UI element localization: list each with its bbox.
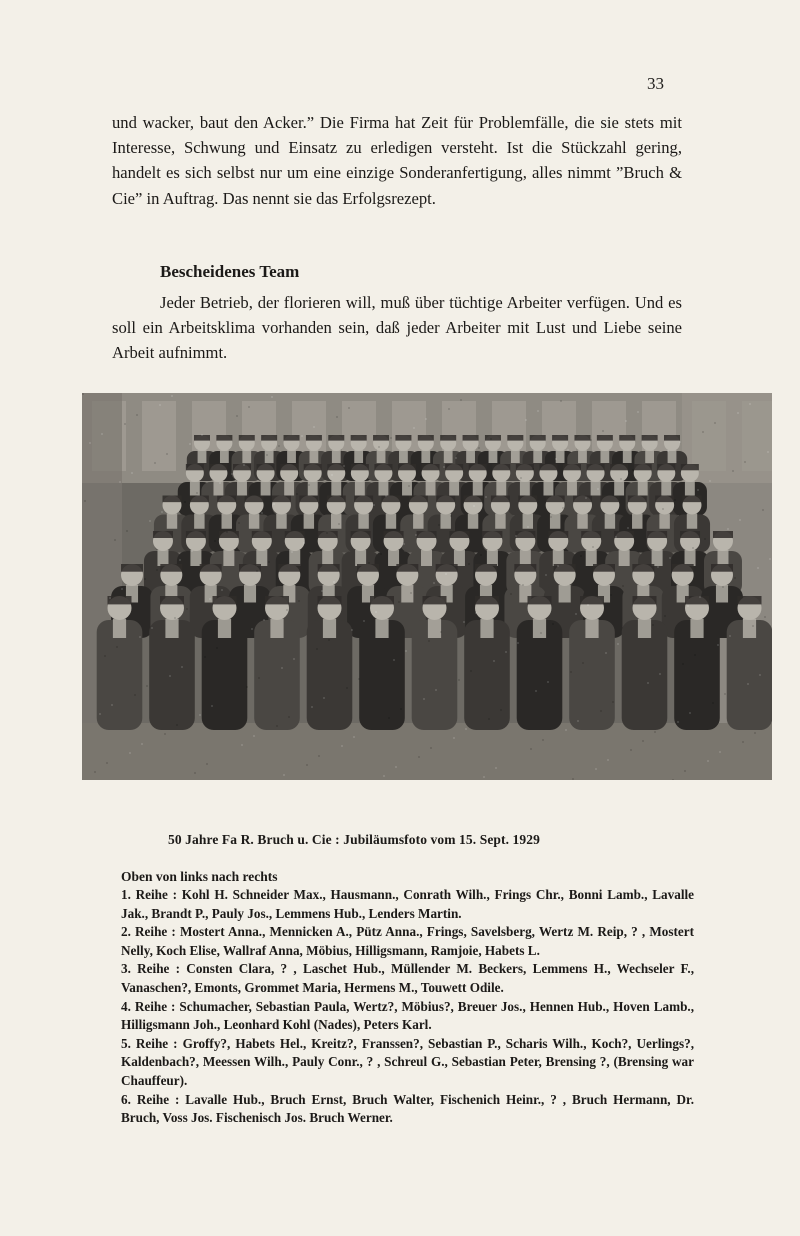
caption-row: 5. Reihe : Groffy?, Habets Hel., Kreitz?, Franssen?, Sebastian P., Scharis Wilh., Koch?, Uerlings?, Kaldenbach?, Meessen Wilh., Pauly Conr., ? , Schreul G., Sebastian Peter, Brensing ?, (Brensing war Chauffeur). bbox=[121, 1035, 694, 1088]
caption-row: 6. Reihe : Lavalle Hub., Bruch Ernst, Bruch Walter, Fischenich Heinr., ? , Bruch Hermann, Dr. Bruch, Voss Jos. Fischenisch Jos. Bruch Werner. bbox=[121, 1091, 694, 1126]
section-heading: Bescheidenes Team bbox=[160, 262, 300, 281]
body-paragraph-1 bbox=[112, 110, 682, 211]
caption-row: 3. Reihe : Consten Clara, ? , Laschet Hub., Müllender M. Beckers, Lemmens H., Wechseler F., Vanaschen?, Emonts, Grommet Maria, Hermens M., Touwett Odile. bbox=[121, 961, 694, 995]
page-number: 33 bbox=[647, 74, 664, 93]
group-photo-image bbox=[82, 393, 772, 780]
body-paragraph-2 bbox=[112, 290, 682, 366]
caption-subtitle: Oben von links nach rechts bbox=[121, 869, 278, 884]
caption-row: 4. Reihe : Schumacher, Sebastian Paula, Wertz?, Möbius?, Breuer Jos., Hennen Hub., Hoven Lamb., Hilligsmann Joh., Leonhard Kohl (Nades), Peters Karl. bbox=[121, 998, 694, 1033]
caption-row: 2. Reihe : Mostert Anna., Mennicken A., Pütz Anna., Frings, Savelsberg, Wertz M. Reip, ? , Mostert Nelly, Koch Elise, Wallraf Anna, Möbius, Hilligsmann, Ramjoie, Habets L. bbox=[121, 924, 694, 958]
caption-row: 1. Reihe : Kohl H. Schneider Max., Hausmann., Conrath Wilh., Frings Chr., Bonni Lamb., Lavalle Jak., Brandt P., Pauly Jos., Lemmens Hub., Lenders Martin. bbox=[121, 887, 694, 921]
paragraph-text: Jeder Betrieb, der florieren will, muß über tüchtige Arbeiter verfügen. Und es soll ein Arbeitsklima vorhanden sein, daß jeder Arbeiter mit Lust und Liebe seine Arbeit aufnimmt. bbox=[112, 293, 682, 363]
paragraph-text: und wacker, baut den Acker.” Die Firma hat Zeit für Problemfälle, die sie stets mit Interesse, Schwung und Einsatz zu erledigen versteht. Ist die Stückzahl gering, handelt es sich selbst nur um eine einzige Sonderanfertigung, alles nimmt ”Bruch & Cie” in Auftrag. Das nennt sie das Erfolgsrezept. bbox=[112, 113, 682, 208]
caption-title: 50 Jahre Fa R. Bruch u. Cie : Jubiläumsfoto vom 15. Sept. 1929 bbox=[168, 832, 540, 847]
group-photo bbox=[82, 393, 772, 780]
caption-list bbox=[121, 886, 694, 1128]
